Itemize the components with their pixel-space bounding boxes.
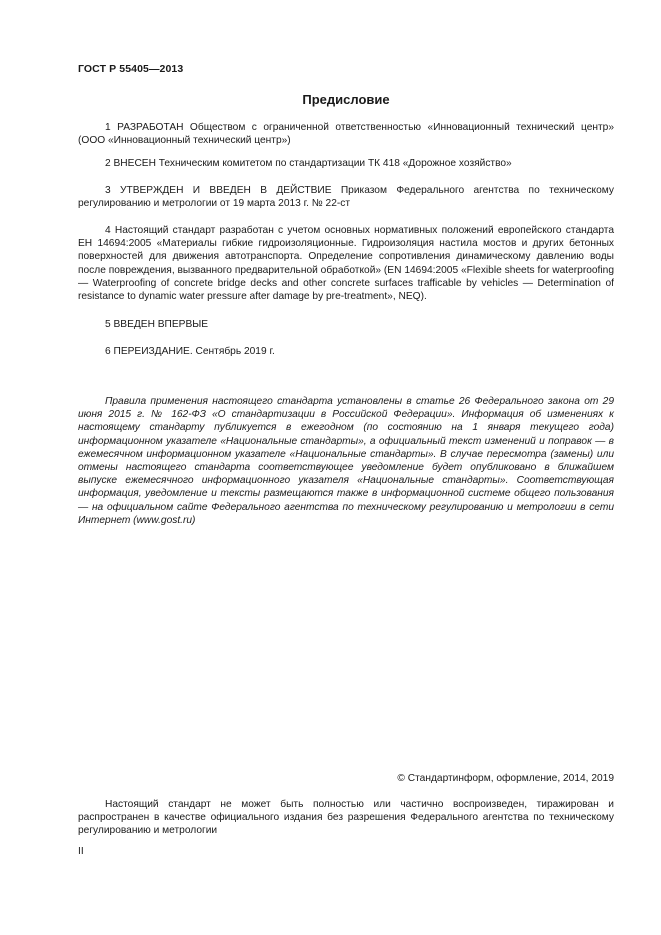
foreword-item-3: 3 УТВЕРЖДЕН И ВВЕДЕН В ДЕЙСТВИЕ Приказом Федерального агентства по техническому регулированию и метрологии от 19 марта 2013 г. № 22-ст bbox=[78, 185, 614, 210]
copyright-line: © Стандартинформ, оформление, 2014, 2019 bbox=[397, 773, 614, 784]
foreword-item-6: 6 ПЕРЕИЗДАНИЕ. Сентябрь 2019 г. bbox=[105, 346, 275, 357]
page-title: Предисловие bbox=[302, 92, 390, 107]
reproduction-note: Настоящий стандарт не может быть полностью или частично воспроизведен, тиражирован и распространен в качестве официального издания без разрешения Федерального агентства по техническому регулированию и метрологии bbox=[78, 799, 614, 837]
application-rules-notice: Правила применения настоящего стандарта установлены в статье 26 Федерального закона от 29 июня 2015 г. № 162-ФЗ «О стандартизации в Российской Федерации». Информация об изменениях к настоящему стандарту публикуется в ежегодном (по состоянию на 1 января текущего года) информационном указателе «Национальные стандарты», а официальный текст изменений и поправок — в ежемесячном информационном указателе «Национальные стандарты». В случае пересмотра (замены) или отмены настоящего стандарта соответствующее уведомление будет опубликовано в ближайшем выпуске ежемесячного информационного указателя «Национальные стандарты». Соответствующая информация, уведомление и тексты размещаются также в информационной системе общего пользования — на официальном сайте Федерального агентства по техническому регулированию и метрологии в сети Интернет (www.gost.ru) bbox=[78, 396, 614, 526]
standard-code-header: ГОСТ Р 55405—2013 bbox=[78, 63, 184, 75]
foreword-item-4: 4 Настоящий стандарт разработан с учетом основных нормативных положений европейского стандарта ЕН 14694:2005 «Материалы гибкие гидроизоляционные. Гидроизоляция настила мостов и других бетонных поверхностей для движения автотранспорта. Определение сопротивления динамическому давлению воды после повреждения, вызванного предварительной обработкой» (EN 14694:2005 «Flexible sheets for waterproofing — Waterproofing of concrete bridge decks and other concrete surfaces trafficable by vehicles — Determination of resistance to dynamic water pressure after damage by pre-treatment», NEQ). bbox=[78, 225, 614, 303]
foreword-item-1: 1 РАЗРАБОТАН Обществом с ограниченной ответственностью «Инновационный технический центр» (ООО «Инновационный технический центр») bbox=[78, 122, 614, 147]
page-number: II bbox=[78, 846, 84, 857]
foreword-item-5: 5 ВВЕДЕН ВПЕРВЫЕ bbox=[105, 319, 209, 330]
foreword-item-2: 2 ВНЕСЕН Техническим комитетом по стандартизации ТК 418 «Дорожное хозяйство» bbox=[105, 158, 512, 169]
